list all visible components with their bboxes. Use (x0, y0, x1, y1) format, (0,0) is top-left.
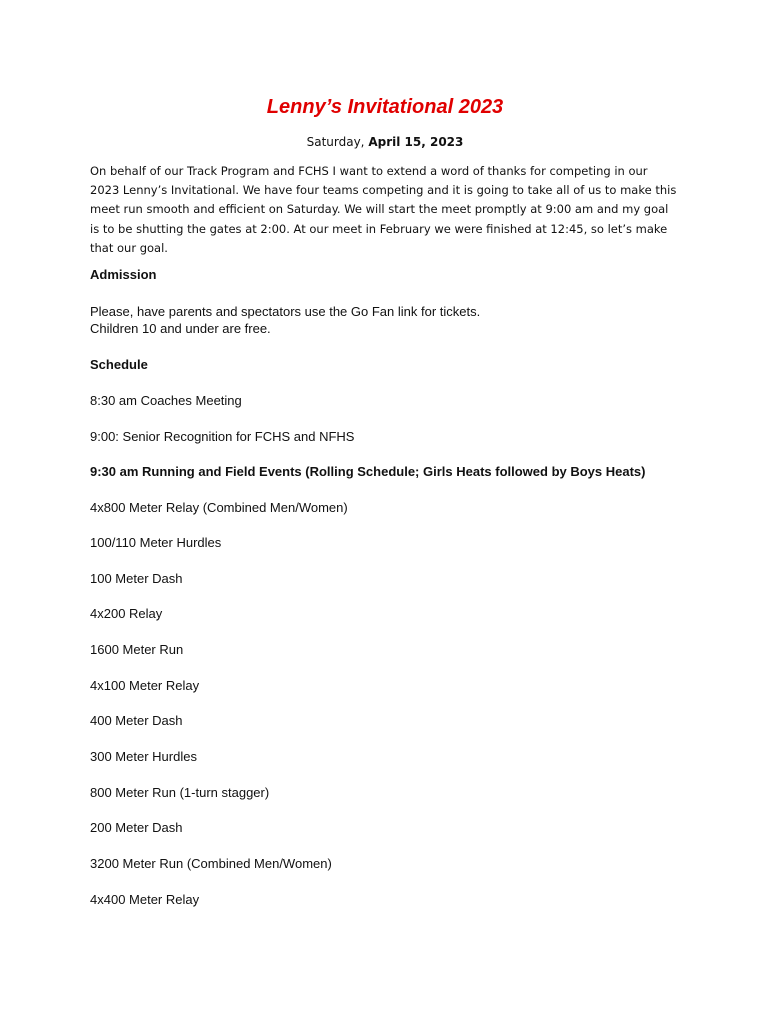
event-item: 300 Meter Hurdles (90, 749, 197, 764)
event-item: 200 Meter Dash (90, 820, 183, 835)
schedule-item: 8:30 am Coaches Meeting (90, 393, 242, 408)
document-title: Lenny’s Invitational 2023 (266, 96, 504, 118)
event-item: 100 Meter Dash (90, 571, 183, 586)
schedule-heading: Schedule (90, 357, 148, 372)
date-value: April 15, 2023 (368, 135, 464, 149)
admission-line-1: Please, have parents and spectators use the Go Fan link for tickets. (90, 304, 481, 319)
event-item: 4x800 Meter Relay (Combined Men/Women) (90, 500, 348, 515)
intro-paragraph: On behalf of our Track Program and FCHS I want to extend a word of thanks for competing in our 2023 Lenny’s Invitational. We have four teams competing and it is going to take all of us to make this meet run smooth and efficient on Saturday. We will start the meet promptly at 9:00 am and my goal is to be shutting the gates at 2:00. At our meet in February we were finished at 12:45, so let’s make that our goal. (90, 164, 677, 255)
event-item: 100/110 Meter Hurdles (90, 535, 222, 550)
schedule-item: 9:00: Senior Recognition for FCHS and NFHS (90, 429, 355, 444)
event-item: 3200 Meter Run (Combined Men/Women) (90, 856, 332, 871)
event-item: 1600 Meter Run (90, 642, 184, 657)
event-item: 800 Meter Run (1-turn stagger) (90, 785, 270, 800)
date-prefix: Saturday, (306, 135, 369, 149)
event-item: 400 Meter Dash (90, 713, 183, 728)
event-item: 4x200 Relay (90, 606, 163, 621)
admission-heading: Admission (90, 267, 157, 282)
event-item: 4x100 Meter Relay (90, 678, 200, 693)
event-item: 4x400 Meter Relay (90, 892, 200, 907)
event-date (90, 133, 680, 151)
events-heading: 9:30 am Running and Field Events (Rolling Schedule; Girls Heats followed by Boys Heats) (90, 464, 646, 479)
admission-line-2: Children 10 and under are free. (90, 321, 271, 336)
